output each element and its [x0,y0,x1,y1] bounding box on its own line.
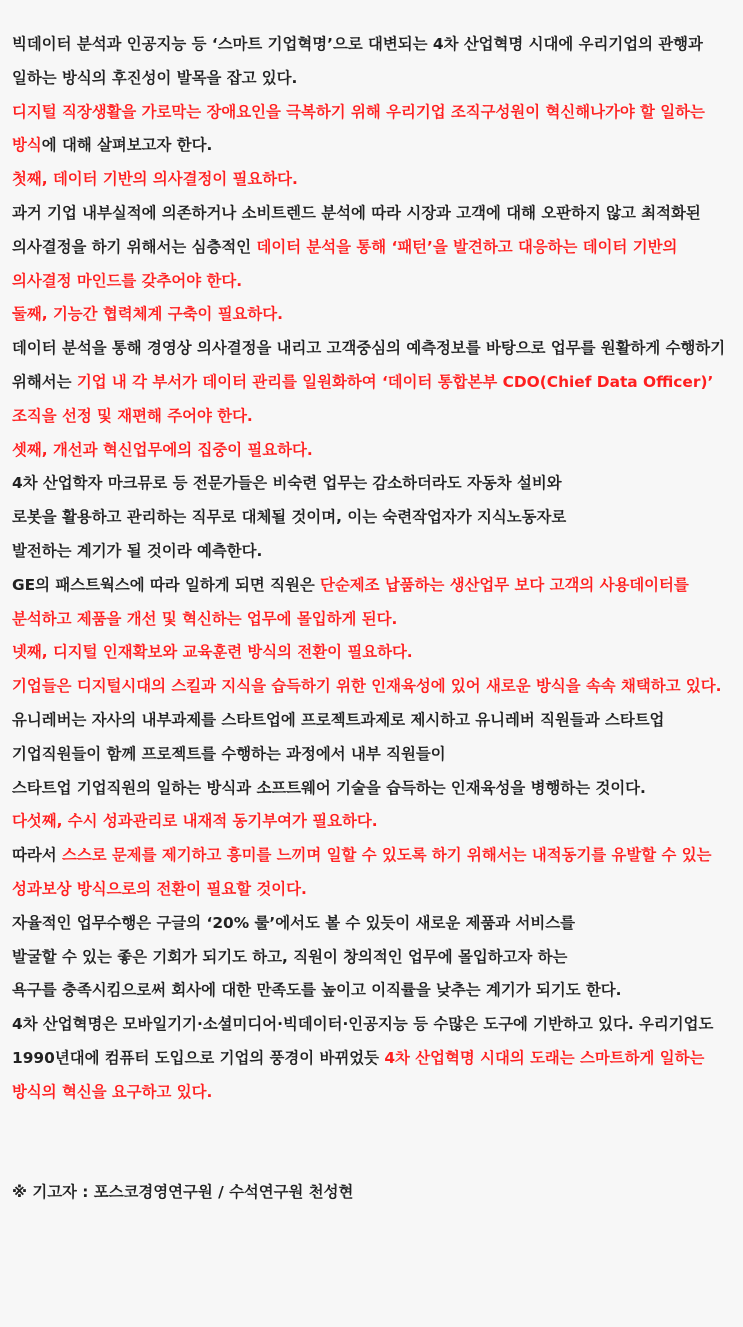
body-text: 에 대해 살펴보고자 한다. [41,136,213,155]
article-paragraph [12,1008,733,1109]
highlighted-text: 기업 내 각 부서가 데이터 관리를 일원화하여 ‘데이터 통합본부 CDO(Chief Data Officer)’ 조직을 선정 및 재편해 주어야 한다. [12,372,714,425]
article-paragraph [12,704,733,805]
article-paragraph [12,434,733,468]
highlighted-text: 디지털 직장생활을 가로막는 장애요인을 극복하기 위해 우리기업 조직구성원이 혁신해나가야 할 일하는 방식 [12,102,705,155]
body-text: 과거 기업 내부실적에 의존하거나 소비트렌드 분석에 따라 시장과 고객에 대해 오판하지 않고 최적화된 의사결정을 하기 위해서는 심층적인 [12,203,701,256]
article-paragraph [12,96,733,164]
highlighted-text: 단순제조 납품하는 생산업무 보다 고객의 사용데이터를 분석하고 제품을 개선 및 혁신하는 업무에 몰입하게 된다. [12,575,689,628]
highlighted-text: 다섯째, 수시 성과관리로 내재적 동기부여가 필요하다. [12,812,378,831]
article-paragraph [12,28,733,96]
body-text: 발전하는 계기가 될 것이라 예측한다. [12,541,263,560]
article-paragraph [12,805,733,839]
article-paragraph [12,163,733,197]
highlighted-text: 넷째, 디지털 인재확보와 교육훈련 방식의 전환이 필요하다. [12,643,413,662]
body-text: 발굴할 수 있는 좋은 기회가 되기도 하고, 직원이 창의적인 업무에 몰입하고자 하는 [12,947,568,966]
body-text: 자율적인 업무수행은 구글의 ‘20% 룰’에서도 볼 수 있듯이 새로운 제품과 서비스를 [12,913,576,932]
body-text: 데이터 분석을 통해 경영상 의사결정을 내리고 고객중심의 예측정보를 바탕으로 업무를 원활하게 수행하기 위해서는 [12,339,726,391]
highlighted-text: 데이터 분석을 통해 ‘패턴’을 발견하고 대응하는 데이터 기반의 의사결정 마인드를 갖추어야 한다. [12,237,678,290]
article-paragraph [12,467,733,568]
byline-spacer [12,1110,733,1176]
article-paragraph [12,636,733,670]
body-text: GE의 패스트웍스에 따라 일하게 되면 직원은 [12,575,321,594]
article-paragraph [12,907,733,1008]
article-paragraphs [12,28,733,1110]
body-text: 4차 산업학자 마크뮤로 등 전문가들은 비숙련 업무는 감소하더라도 자동차 설비와 [12,474,562,493]
highlighted-text: 스스로 문제를 제기하고 흥미를 느끼며 일할 수 있도록 하기 위해서는 내적동기를 유발할 수 있는 성과보상 방식으로의 전환이 필요할 것이다. [12,846,712,898]
article-paragraph [12,569,733,637]
author-byline: ※ 기고자 : 포스코경영연구원 / 수석연구원 천성현 [12,1182,354,1201]
body-text: 로봇을 활용하고 관리하는 직무로 대체될 것이며, 이는 숙련작업자가 지식노동자로 [12,508,567,527]
body-text: 따라서 [12,846,62,865]
body-text: 빅데이터 분석과 인공지능 등 ‘스마트 기업혁명’으로 대변되는 4차 산업혁명 시대에 우리기업의 관행과 일하는 방식의 후진성이 발목을 잡고 있다. [12,35,703,87]
article-paragraph [12,298,733,332]
article-paragraph [12,332,733,433]
highlighted-text: 기업들은 디지털시대의 스킬과 지식을 습득하기 위한 인재육성에 있어 새로운 방식을 속속 채택하고 있다. [12,677,722,696]
body-text: 유니레버는 자사의 내부과제를 스타트업에 프로젝트과제로 제시하고 유니레버 직원들과 스타트업 기업직원들이 함께 프로젝트를 수행하는 과정에서 내부 직원들이 [12,710,665,763]
body-text: 욕구를 충족시킴으로써 회사에 대한 만족도를 높이고 이직률을 낮추는 계기가 되기도 한다. [12,981,622,1000]
body-text: 스타트업 기업직원의 일하는 방식과 소프트웨어 기술을 습득하는 인재육성을 병행하는 것이다. [12,778,646,797]
highlighted-text: 셋째, 개선과 혁신업무에의 집중이 필요하다. [12,440,313,459]
highlighted-text: 4차 산업혁명 시대의 도래는 스마트하게 일하는 방식의 혁신을 요구하고 있다. [12,1048,705,1101]
highlighted-text: 첫째, 데이터 기반의 의사결정이 필요하다. [12,170,298,189]
body-text: 4차 산업혁명은 모바일기기·소셜미디어·빅데이터·인공지능 등 수많은 도구에 기반하고 있다. 우리기업도 1990년대에 컴퓨터 도입으로 기업의 풍경이 바뀌었듯 [12,1015,714,1067]
highlighted-text: 둘째, 기능간 협력체계 구축이 필요하다. [12,305,284,324]
article-paragraph [12,839,733,907]
article-paragraph [12,197,733,298]
article-paragraph [12,670,733,704]
